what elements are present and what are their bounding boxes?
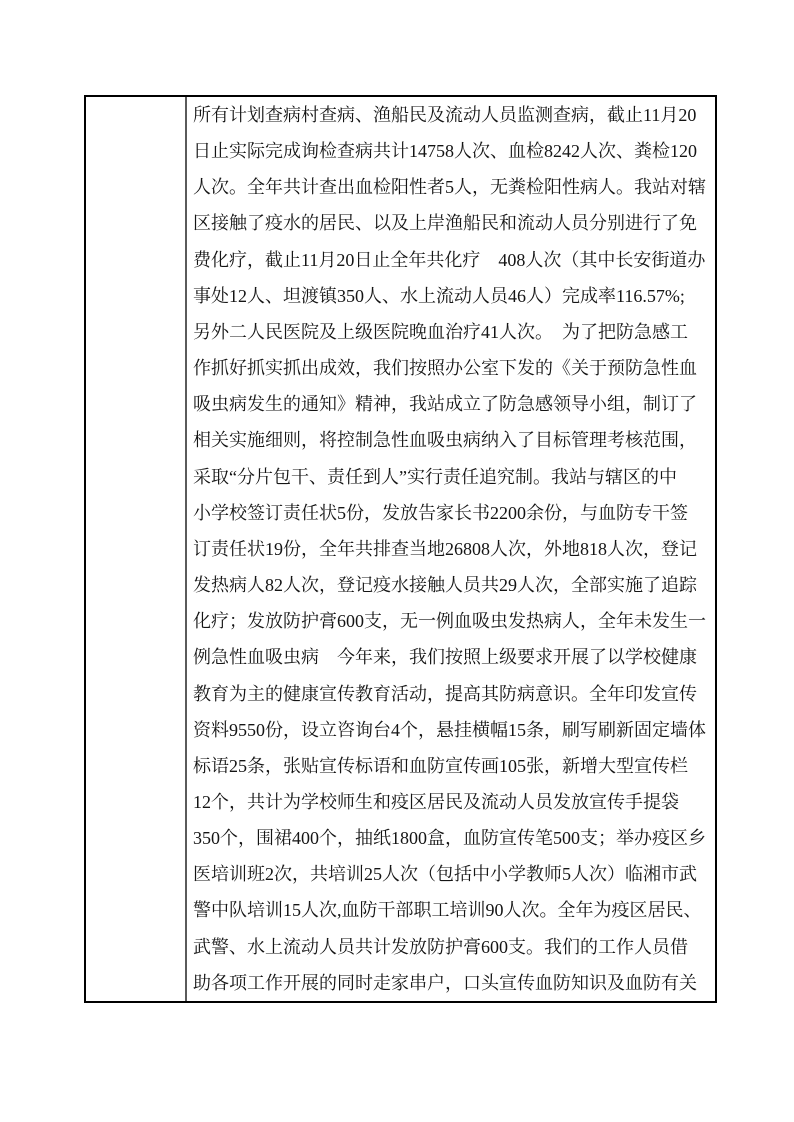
text-line: 医培训班2次，共培训25人次（包括中小学教师5人次）临湘市武 xyxy=(193,864,697,885)
text-line: 警中队培训15人次,血防干部职工培训90人次。全年为疫区居民、 xyxy=(193,900,702,921)
text-line: 助各项工作开展的同时走家串户，口头宣传血防知识及血防有关 xyxy=(193,972,697,993)
text-line: 12个，共计为学校师生和疫区居民及流动人员发放宣传手提袋 xyxy=(193,791,679,812)
text-line: 区接触了疫水的居民、以及上岸渔船民和流动人员分别进行了免 xyxy=(193,213,697,234)
text-line: 作抓好抓实抓出成效，我们按照办公室下发的《关于预防急性血 xyxy=(193,358,697,379)
text-line: 武警、水上流动人员共计发放防护膏600支。我们的工作人员借 xyxy=(193,936,688,957)
text-line: 发热病人82人次，登记疫水接触人员共29人次，全部实施了追踪 xyxy=(193,575,697,596)
text-line: 化疗；发放防护膏600支，无一例血吸虫发热病人，全年未发生一 xyxy=(193,611,706,632)
text-line: 费化疗，截止11月20日止全年共化疗 408人次（其中长安街道办 xyxy=(193,249,706,270)
text-line: 350个，围裙400个，抽纸1800盒，血防宣传笔500支；举办疫区乡 xyxy=(193,828,706,849)
text-line: 另外二人民医院及上级医院晚血治疗41人次。 为了把防急感工 xyxy=(193,321,688,342)
text-line: 人次。全年共计查出血检阳性者5人，无粪检阳性病人。我站对辖 xyxy=(193,177,706,198)
table-content-cell xyxy=(187,97,715,1001)
text-line: 日止实际完成询检查病共计14758人次、血检8242人次、粪检120 xyxy=(193,141,697,162)
text-line: 采取“分片包干、责任到人”实行责任追究制。我站与辖区的中 xyxy=(193,466,677,487)
text-line: 教育为主的健康宣传教育活动，提高其防病意识。全年印发宣传 xyxy=(193,683,697,704)
text-line: 相关实施细则，将控制急性血吸虫病纳入了目标管理考核范围， xyxy=(193,430,697,451)
text-line: 吸虫病发生的通知》精神，我站成立了防急感领导小组，制订了 xyxy=(193,394,697,415)
text-line: 订责任状19份，全年共排查当地26808人次，外地818人次，登记 xyxy=(193,538,697,559)
table-label-cell xyxy=(86,97,187,1001)
text-line: 例急性血吸虫病 今年来，我们按照上级要求开展了以学校健康 xyxy=(193,647,697,668)
text-line: 标语25条，张贴宣传标语和血防宣传画105张，新增大型宣传栏 xyxy=(193,755,688,776)
report-table xyxy=(84,95,717,1003)
report-paragraph xyxy=(193,97,711,1001)
text-line: 事处12人、坦渡镇350人、水上流动人员46人）完成率116.57%; xyxy=(193,285,685,306)
text-line: 资料9550份，设立咨询台4个，悬挂横幅15条，刷写刷新固定墙体 xyxy=(193,719,706,740)
text-line: 小学校签订责任状5份，发放告家长书2200余份，与血防专干签 xyxy=(193,502,688,523)
text-line: 所有计划查病村查病、渔船民及流动人员监测查病，截止11月20 xyxy=(193,105,697,125)
